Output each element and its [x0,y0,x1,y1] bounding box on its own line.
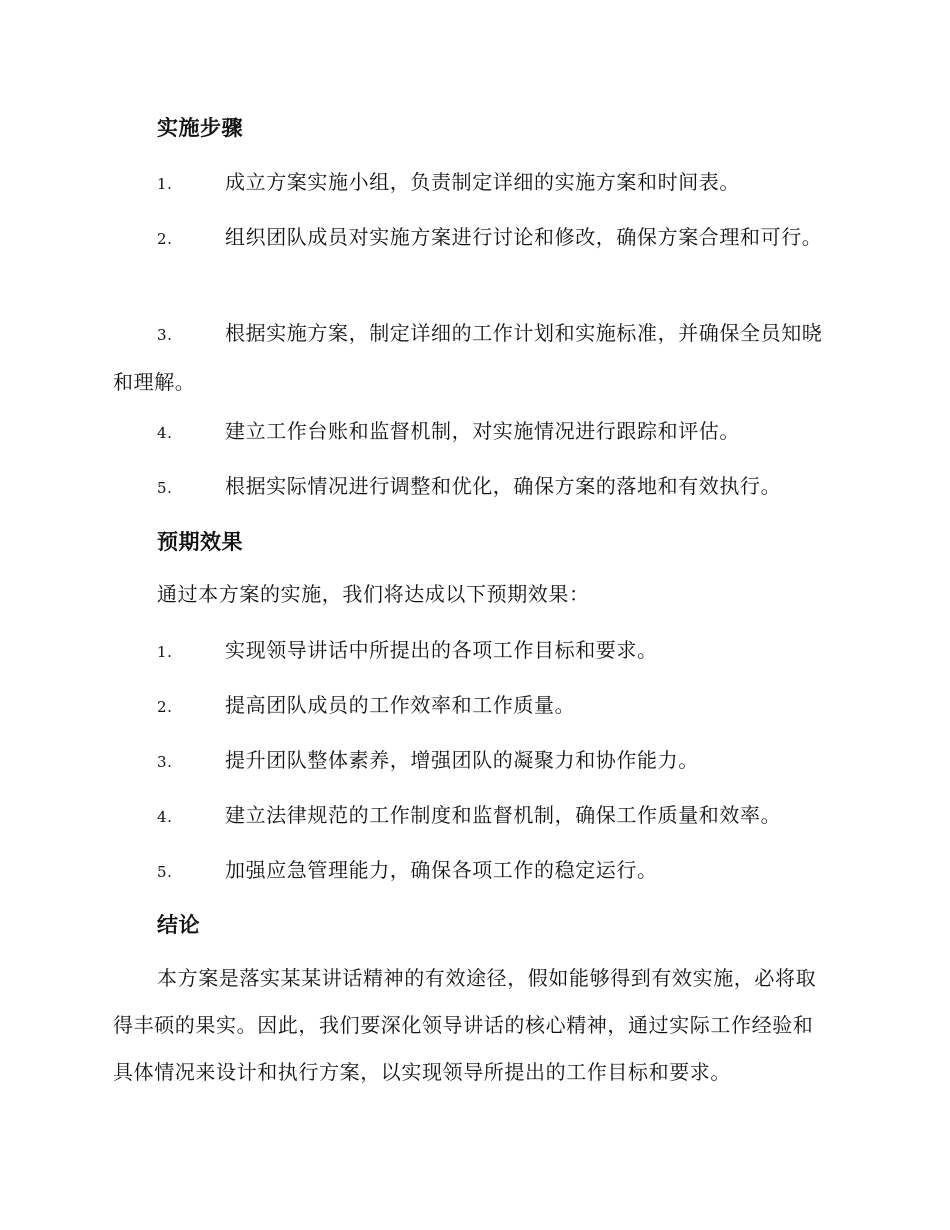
list-item-number: 5. [157,863,173,881]
list-item [113,737,833,786]
list-item-text: 提升团队整体素养，增强团队的凝聚力和协作能力。 [225,748,699,772]
list-item-number: 1. [157,175,173,193]
list-item-number: 3. [157,753,173,771]
list-item [113,847,833,896]
section-intro-paragraph [113,571,833,618]
section-heading-expected-results: 预期效果 [157,529,243,554]
list-item-number: 4. [157,424,173,442]
list-item-text: 实现领导讲话中所提出的各项工作目标和要求。 [225,638,658,662]
conclusion-text: 本方案是落实某某讲话精神的有效途径，假如能够得到有效实施，必将取得丰硕的果实。因此，我们要深化领导讲话的核心精神，通过实际工作经验和具体情况来设计和执行方案，以实现领导所提出的工作目标和要求。 [113,966,817,1084]
list-item [113,627,833,676]
list-item [113,792,833,841]
conclusion-paragraph [113,955,833,1096]
list-item-text: 建立法律规范的工作制度和监督机制，确保工作质量和效率。 [225,803,782,827]
section-heading-conclusion: 结论 [157,912,200,937]
list-item [113,214,833,263]
section-heading-implementation-steps: 实施步骤 [157,115,243,140]
list-item [113,682,833,731]
list-item-text: 根据实施方案，制定详细的工作计划和实施标准，并确保全员知晓和理解。 [113,321,823,394]
list-item-text: 加强应急管理能力，确保各项工作的稳定运行。 [225,858,658,882]
list-item-text: 提高团队成员的工作效率和工作质量。 [225,693,576,717]
list-item [113,463,833,512]
list-item-number: 3. [157,326,173,344]
list-item [113,408,833,457]
list-item-number: 1. [157,643,173,661]
list-item [113,310,833,406]
list-item [113,159,833,208]
list-item-number: 2. [157,698,173,716]
list-item-number: 2. [157,230,173,248]
list-item-text: 成立方案实施小组，负责制定详细的实施方案和时间表。 [225,170,740,194]
list-item-number: 5. [157,479,173,497]
list-item-text: 组织团队成员对实施方案进行讨论和修改，确保方案合理和可行。 [225,225,823,249]
list-item-text: 根据实际情况进行调整和优化，确保方案的落地和有效执行。 [225,474,782,498]
list-item-number: 4. [157,808,173,826]
section-intro-text: 通过本方案的实施，我们将达成以下预期效果： [157,582,590,606]
list-item-text: 建立工作台账和监督机制，对实施情况进行跟踪和评估。 [225,419,740,443]
